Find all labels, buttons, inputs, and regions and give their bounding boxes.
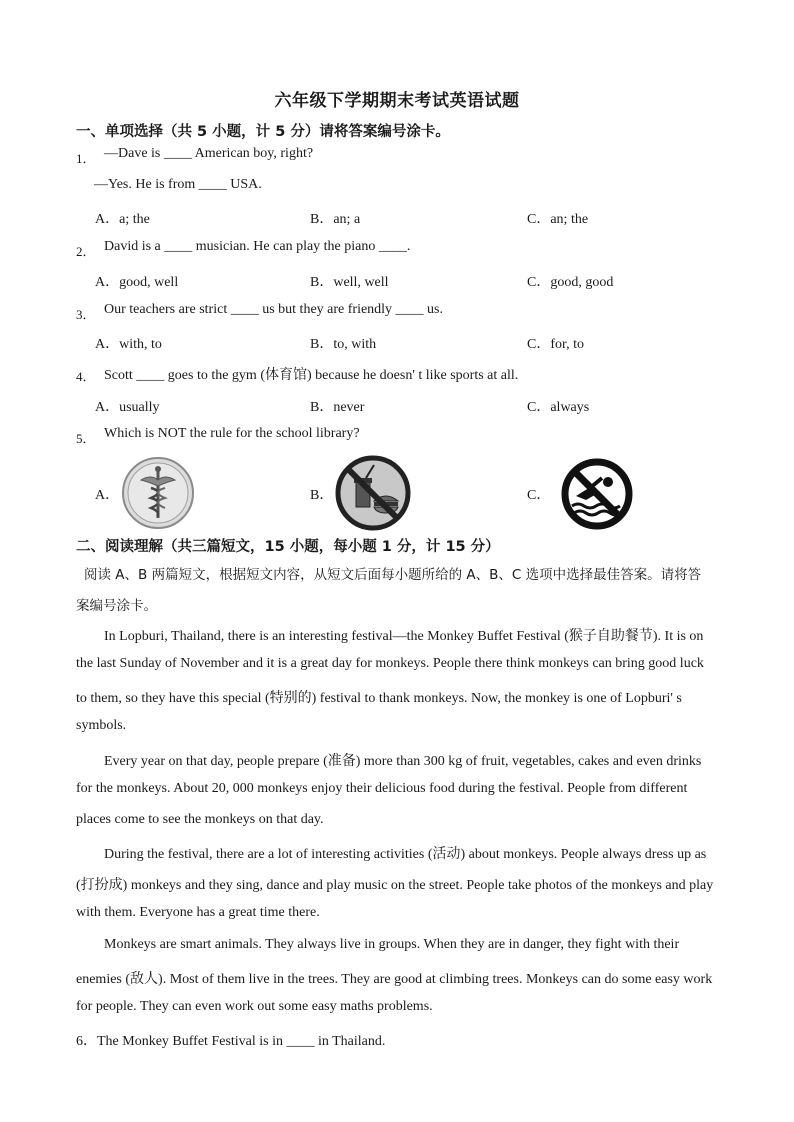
- question-2-text: David is a ____ musician. He can play the piano ____.: [104, 239, 411, 254]
- question-1-option-b: B．an; a: [310, 212, 361, 227]
- question-3-text: Our teachers are strict ____ us but they are friendly ____ us.: [104, 302, 444, 317]
- question-1-option-a: A．a; the: [95, 212, 150, 227]
- question-5-number: 5．: [76, 431, 96, 446]
- passage-paragraph-3-line-3: with them. Everyone has a great time there.: [76, 905, 320, 920]
- question-4-text: Scott ____ goes to the gym (体育馆) because he doesn' t like sports at all.: [104, 368, 519, 383]
- passage-paragraph-3-line-1: During the festival, there are a lot of interesting activities (活动) about monkeys. People always dress up as: [104, 847, 707, 862]
- question-3-option-b: B．to, with: [310, 337, 377, 352]
- section-2-heading: 二、阅读理解（共三篇短文，15 小题，每小题 1 分，计 15 分）: [76, 539, 500, 555]
- question-5-option-a: A．: [95, 488, 120, 503]
- section-2-instruction-line2: 案编号涂卡。: [76, 598, 157, 614]
- question-1-line1: —Dave is ____ American boy, right?: [104, 146, 314, 161]
- page-title: 六年级下学期期末考试英语试题: [274, 91, 520, 111]
- passage-paragraph-2-line-1: Every year on that day, people prepare (准备) more than 300 kg of fruit, vegetables, cakes and even drinks: [104, 754, 702, 769]
- passage-paragraph-1-line-1: In Lopburi, Thailand, there is an interesting festival—the Monkey Buffet Festival (猴子自助餐节). It is on: [104, 629, 704, 644]
- question-2-option-c: C．good, good: [527, 275, 614, 290]
- question-1-option-c: C．an; the: [527, 212, 589, 227]
- passage-paragraph-4-line-2: enemies (敌人). Most of them live in the trees. They are good at climbing trees. Monkeys can do some easy work: [76, 972, 713, 987]
- medical-symbol-icon: [121, 456, 195, 530]
- question-2-option-b: B．well, well: [310, 275, 389, 290]
- question-3-number: 3．: [76, 307, 96, 322]
- passage-paragraph-1-line-3: to them, so they have this special (特别的) festival to thank monkeys. Now, the monkey is one of Lopburi' s: [76, 691, 682, 706]
- question-5-text: Which is NOT the rule for the school library?: [104, 426, 360, 441]
- passage-paragraph-4-line-3: for people. They can even work out some easy maths problems.: [76, 999, 433, 1014]
- question-1-number: 1．: [76, 151, 96, 166]
- question-4-number: 4．: [76, 369, 96, 384]
- passage-paragraph-4-line-1: Monkeys are smart animals. They always live in groups. When they are in danger, they fight with their: [104, 937, 680, 952]
- passage-paragraph-2-line-3: places come to see the monkeys on that day.: [76, 812, 324, 827]
- question-4-option-a: A．usually: [95, 400, 160, 415]
- question-4-option-b: B．never: [310, 400, 365, 415]
- question-4-option-c: C．always: [527, 400, 590, 415]
- section-2-instruction-line1: 阅读 A、B 两篇短文，根据短文内容，从短文后面每小题所给的 A、B、C 选项中选择最佳答案。请将答: [84, 567, 702, 583]
- no-food-drink-icon: [334, 455, 412, 531]
- section-1-heading: 一、单项选择（共 5 小题，计 5 分）请将答案编号涂卡。: [76, 124, 450, 140]
- passage-paragraph-2-line-2: for the monkeys. About 20, 000 monkeys enjoy their delicious food during the festival. People from different: [76, 781, 688, 796]
- question-5-option-b: B．: [310, 488, 334, 503]
- passage-paragraph-1-line-4: symbols.: [76, 718, 127, 733]
- question-2-number: 2．: [76, 244, 96, 259]
- question-2-option-a: A．good, well: [95, 275, 179, 290]
- question-6-text: 6．The Monkey Buffet Festival is in ____ in Thailand.: [76, 1034, 386, 1049]
- question-3-option-a: A．with, to: [95, 337, 162, 352]
- question-5-option-c: C．: [527, 488, 551, 503]
- passage-paragraph-3-line-2: (打扮成) monkeys and they sing, dance and play music on the street. People take photos of the monkeys and play: [76, 878, 714, 893]
- passage-paragraph-1-line-2: the last Sunday of November and it is a great day for monkeys. People there think monkeys can bring good luck: [76, 656, 704, 671]
- no-swimming-icon: [556, 458, 638, 530]
- question-1-line2: —Yes. He is from ____ USA.: [94, 177, 262, 192]
- question-3-option-c: C．for, to: [527, 337, 584, 352]
